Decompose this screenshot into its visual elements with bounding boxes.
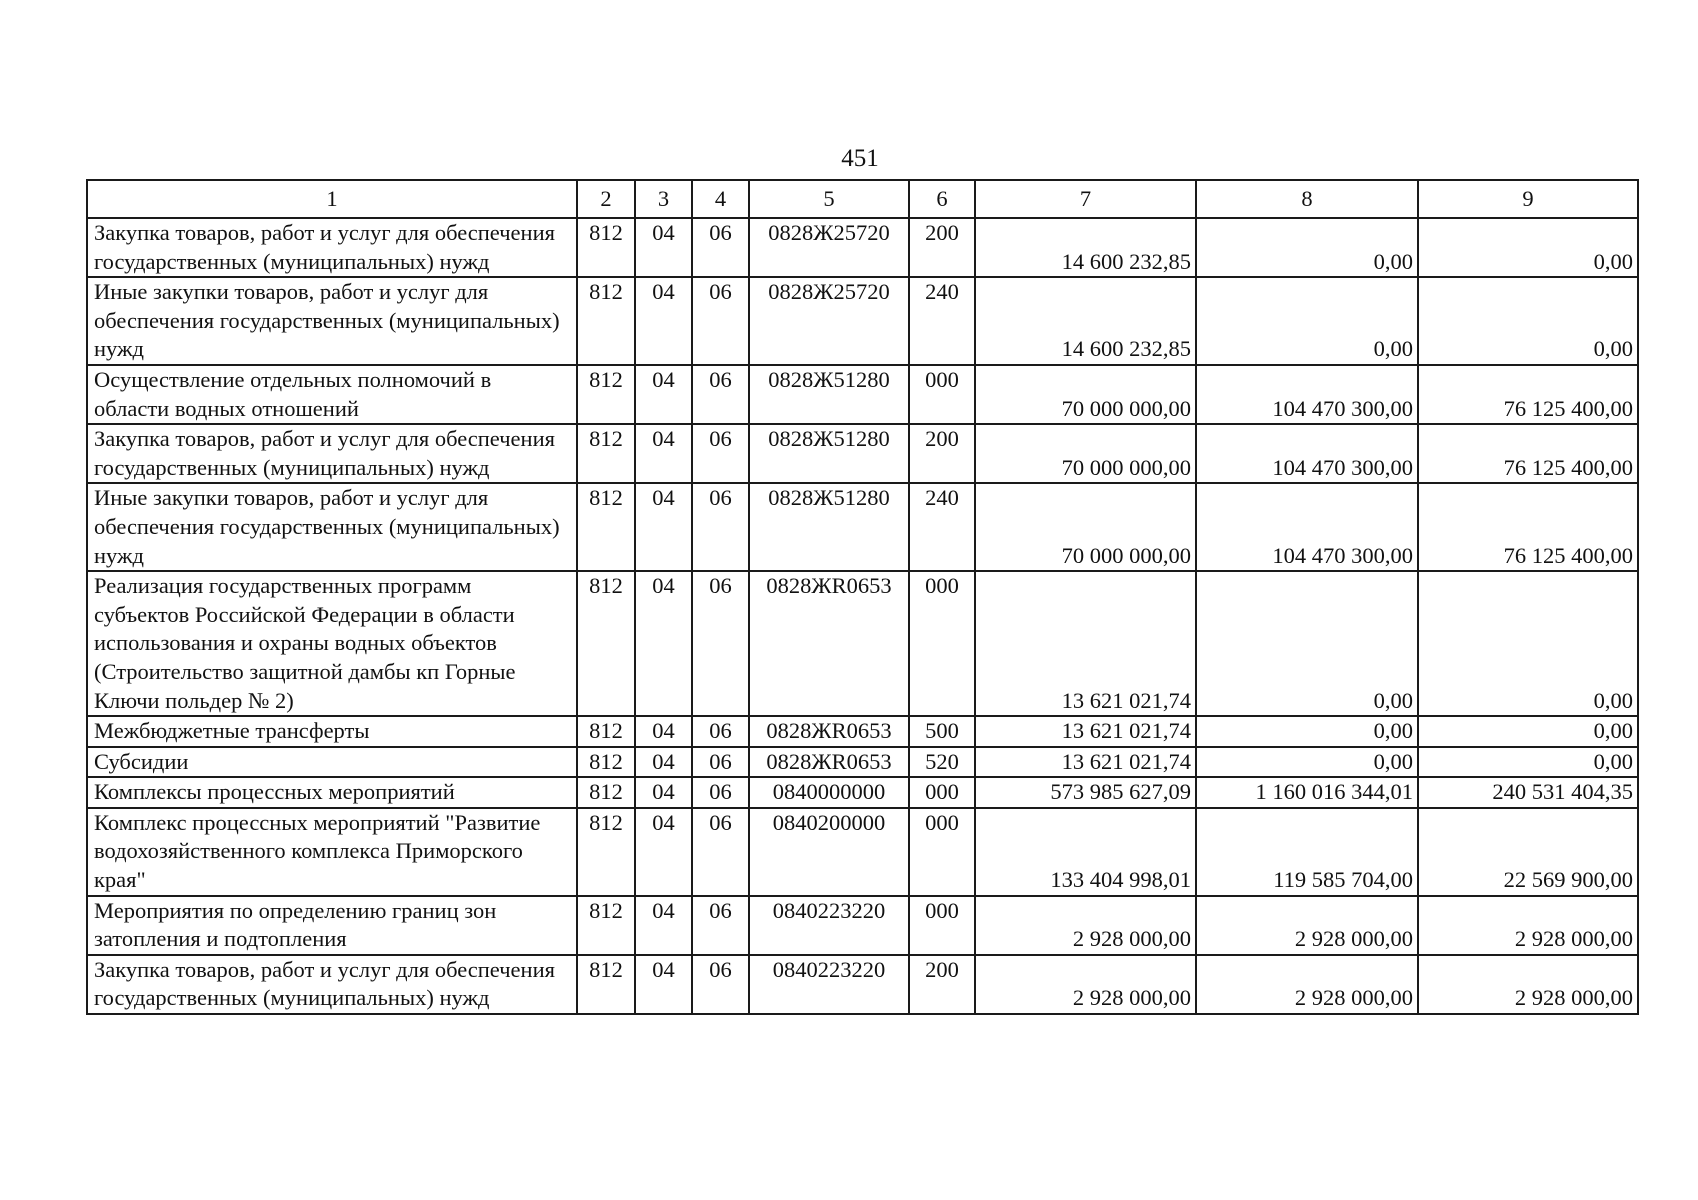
amount-col-9: 76 125 400,00 xyxy=(1418,483,1638,571)
subsection-code: 06 xyxy=(692,716,749,747)
ministry-code: 812 xyxy=(577,777,635,808)
ministry-code: 812 xyxy=(577,571,635,716)
amount-col-8: 0,00 xyxy=(1196,571,1418,716)
column-header-8: 8 xyxy=(1196,180,1418,218)
column-header-7: 7 xyxy=(975,180,1196,218)
section-code: 04 xyxy=(635,365,692,424)
expense-name: Комплексы процессных мероприятий xyxy=(87,777,577,808)
subsection-code: 06 xyxy=(692,365,749,424)
amount-col-7: 70 000 000,00 xyxy=(975,483,1196,571)
subsection-code: 06 xyxy=(692,424,749,483)
expense-type-code: 500 xyxy=(909,716,975,747)
expense-name: Осуществление отдельных полномочий в области водных отношений xyxy=(87,365,577,424)
table-row xyxy=(87,483,1638,571)
amount-col-9: 76 125 400,00 xyxy=(1418,424,1638,483)
ministry-code: 812 xyxy=(577,483,635,571)
section-code: 04 xyxy=(635,777,692,808)
column-header-4: 4 xyxy=(692,180,749,218)
amount-col-7: 13 621 021,74 xyxy=(975,571,1196,716)
expense-name: Иные закупки товаров, работ и услуг для обеспечения государственных (муниципальных) нужд xyxy=(87,483,577,571)
amount-col-9: 2 928 000,00 xyxy=(1418,896,1638,955)
expense-name: Иные закупки товаров, работ и услуг для обеспечения государственных (муниципальных) нужд xyxy=(87,277,577,365)
column-header-5: 5 xyxy=(749,180,909,218)
subsection-code: 06 xyxy=(692,218,749,277)
amount-col-8: 119 585 704,00 xyxy=(1196,808,1418,896)
section-code: 04 xyxy=(635,747,692,778)
target-article-code: 0840000000 xyxy=(749,777,909,808)
subsection-code: 06 xyxy=(692,808,749,896)
section-code: 04 xyxy=(635,424,692,483)
amount-col-7: 14 600 232,85 xyxy=(975,277,1196,365)
amount-col-7: 70 000 000,00 xyxy=(975,424,1196,483)
subsection-code: 06 xyxy=(692,777,749,808)
target-article-code: 0828ЖR0653 xyxy=(749,716,909,747)
amount-col-9: 240 531 404,35 xyxy=(1418,777,1638,808)
page-number: 451 xyxy=(841,145,879,172)
amount-col-8: 104 470 300,00 xyxy=(1196,365,1418,424)
amount-col-7: 133 404 998,01 xyxy=(975,808,1196,896)
expense-type-code: 000 xyxy=(909,777,975,808)
subsection-code: 06 xyxy=(692,747,749,778)
target-article-code: 0828Ж51280 xyxy=(749,365,909,424)
target-article-code: 0840223220 xyxy=(749,955,909,1014)
target-article-code: 0828ЖR0653 xyxy=(749,747,909,778)
amount-col-8: 2 928 000,00 xyxy=(1196,896,1418,955)
amount-col-7: 13 621 021,74 xyxy=(975,716,1196,747)
table-row xyxy=(87,571,1638,716)
section-code: 04 xyxy=(635,571,692,716)
amount-col-9: 22 569 900,00 xyxy=(1418,808,1638,896)
expense-name: Межбюджетные трансферты xyxy=(87,716,577,747)
ministry-code: 812 xyxy=(577,365,635,424)
expense-name: Реализация государственных программ субъектов Российской Федерации в области использования и охраны водных объектов (Строительство защитной дамбы кп Горные Ключи польдер № 2) xyxy=(87,571,577,716)
target-article-code: 0828Ж25720 xyxy=(749,218,909,277)
column-header-3: 3 xyxy=(635,180,692,218)
expense-type-code: 000 xyxy=(909,896,975,955)
budget-table xyxy=(86,179,1639,1015)
table-row xyxy=(87,808,1638,896)
amount-col-7: 573 985 627,09 xyxy=(975,777,1196,808)
ministry-code: 812 xyxy=(577,716,635,747)
table-row xyxy=(87,365,1638,424)
table-row xyxy=(87,955,1638,1014)
table-row xyxy=(87,424,1638,483)
subsection-code: 06 xyxy=(692,955,749,1014)
column-header-9: 9 xyxy=(1418,180,1638,218)
ministry-code: 812 xyxy=(577,277,635,365)
section-code: 04 xyxy=(635,483,692,571)
section-code: 04 xyxy=(635,955,692,1014)
expense-type-code: 520 xyxy=(909,747,975,778)
amount-col-9: 76 125 400,00 xyxy=(1418,365,1638,424)
subsection-code: 06 xyxy=(692,571,749,716)
section-code: 04 xyxy=(635,277,692,365)
expense-name: Субсидии xyxy=(87,747,577,778)
target-article-code: 0840223220 xyxy=(749,896,909,955)
amount-col-8: 0,00 xyxy=(1196,716,1418,747)
amount-col-7: 70 000 000,00 xyxy=(975,365,1196,424)
expense-name: Закупка товаров, работ и услуг для обеспечения государственных (муниципальных) нужд xyxy=(87,955,577,1014)
ministry-code: 812 xyxy=(577,808,635,896)
column-header-2: 2 xyxy=(577,180,635,218)
subsection-code: 06 xyxy=(692,277,749,365)
ministry-code: 812 xyxy=(577,896,635,955)
expense-name: Закупка товаров, работ и услуг для обеспечения государственных (муниципальных) нужд xyxy=(87,218,577,277)
amount-col-7: 2 928 000,00 xyxy=(975,955,1196,1014)
table-row xyxy=(87,218,1638,277)
table-row xyxy=(87,896,1638,955)
amount-col-9: 0,00 xyxy=(1418,218,1638,277)
amount-col-7: 2 928 000,00 xyxy=(975,896,1196,955)
expense-type-code: 200 xyxy=(909,218,975,277)
amount-col-8: 1 160 016 344,01 xyxy=(1196,777,1418,808)
amount-col-8: 104 470 300,00 xyxy=(1196,483,1418,571)
amount-col-8: 2 928 000,00 xyxy=(1196,955,1418,1014)
expense-name: Комплекс процессных мероприятий "Развитие водохозяйственного комплекса Приморского края" xyxy=(87,808,577,896)
amount-col-9: 0,00 xyxy=(1418,747,1638,778)
ministry-code: 812 xyxy=(577,218,635,277)
subsection-code: 06 xyxy=(692,896,749,955)
table-header xyxy=(87,180,1638,218)
section-code: 04 xyxy=(635,218,692,277)
target-article-code: 0840200000 xyxy=(749,808,909,896)
section-code: 04 xyxy=(635,896,692,955)
amount-col-9: 0,00 xyxy=(1418,277,1638,365)
section-code: 04 xyxy=(635,808,692,896)
ministry-code: 812 xyxy=(577,747,635,778)
target-article-code: 0828ЖR0653 xyxy=(749,571,909,716)
section-code: 04 xyxy=(635,716,692,747)
table-row xyxy=(87,277,1638,365)
expense-type-code: 000 xyxy=(909,365,975,424)
table-row xyxy=(87,716,1638,747)
amount-col-8: 0,00 xyxy=(1196,218,1418,277)
amount-col-7: 14 600 232,85 xyxy=(975,218,1196,277)
column-header-6: 6 xyxy=(909,180,975,218)
expense-name: Мероприятия по определению границ зон затопления и подтопления xyxy=(87,896,577,955)
amount-col-9: 0,00 xyxy=(1418,571,1638,716)
subsection-code: 06 xyxy=(692,483,749,571)
table-row xyxy=(87,777,1638,808)
column-header-1: 1 xyxy=(87,180,577,218)
amount-col-8: 0,00 xyxy=(1196,277,1418,365)
target-article-code: 0828Ж25720 xyxy=(749,277,909,365)
expense-name: Закупка товаров, работ и услуг для обеспечения государственных (муниципальных) нужд xyxy=(87,424,577,483)
amount-col-8: 0,00 xyxy=(1196,747,1418,778)
amount-col-9: 0,00 xyxy=(1418,716,1638,747)
expense-type-code: 000 xyxy=(909,571,975,716)
expense-type-code: 240 xyxy=(909,277,975,365)
amount-col-8: 104 470 300,00 xyxy=(1196,424,1418,483)
ministry-code: 812 xyxy=(577,955,635,1014)
ministry-code: 812 xyxy=(577,424,635,483)
table-row xyxy=(87,747,1638,778)
expense-type-code: 000 xyxy=(909,808,975,896)
amount-col-9: 2 928 000,00 xyxy=(1418,955,1638,1014)
amount-col-7: 13 621 021,74 xyxy=(975,747,1196,778)
target-article-code: 0828Ж51280 xyxy=(749,483,909,571)
table-body xyxy=(87,218,1638,1014)
target-article-code: 0828Ж51280 xyxy=(749,424,909,483)
expense-type-code: 200 xyxy=(909,955,975,1014)
expense-type-code: 240 xyxy=(909,483,975,571)
header-row xyxy=(87,180,1638,218)
expense-type-code: 200 xyxy=(909,424,975,483)
